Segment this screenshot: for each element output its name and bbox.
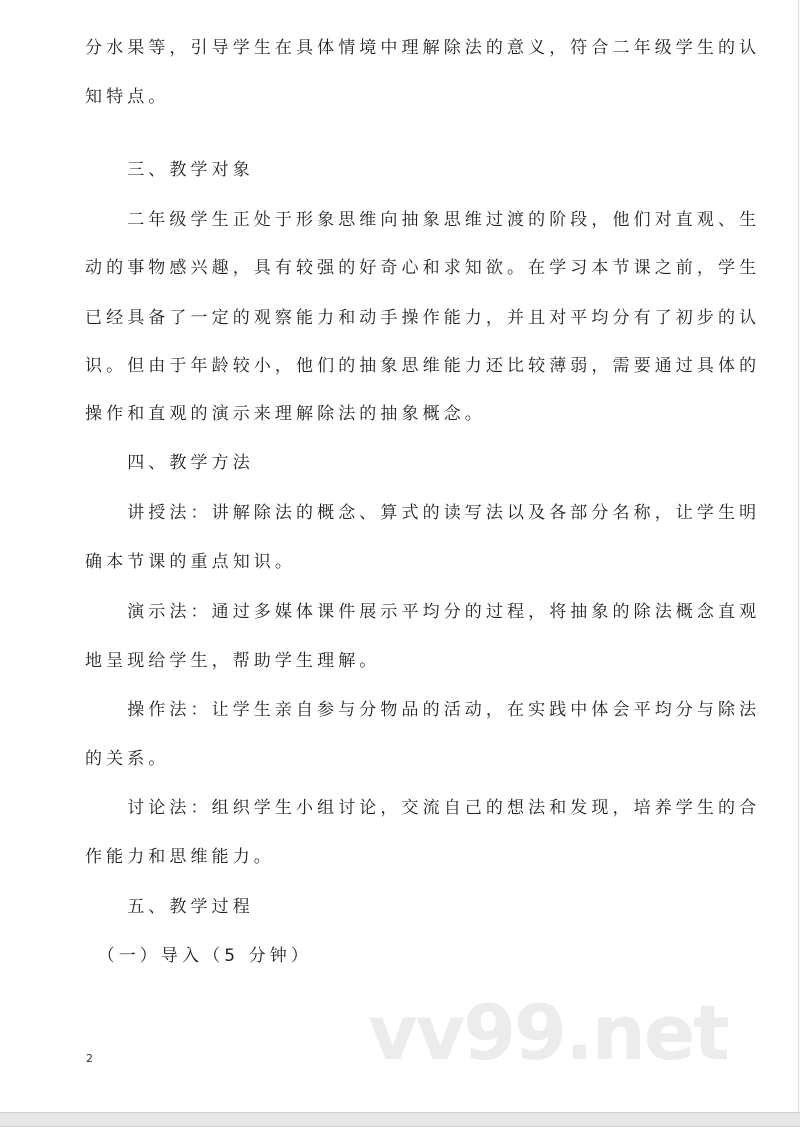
- text-line: 五、教学过程: [85, 897, 254, 917]
- text-line: 操作和直观的演示来理解除法的抽象概念。: [85, 404, 486, 424]
- text-line: 四、教学方法: [85, 453, 254, 473]
- text-line: 三、教学对象: [85, 160, 254, 180]
- text-line: 演示法：通过多媒体课件展示平均分的过程，将抽象的除法概念直观: [85, 602, 761, 622]
- text-line: 的关系。: [85, 749, 170, 769]
- text-line: 识。但由于年龄较小，他们的抽象思维能力还比较薄弱，需要通过具体的: [85, 356, 761, 376]
- text-line: 知特点。: [85, 87, 170, 107]
- text-line: 作能力和思维能力。: [85, 847, 275, 867]
- watermark: vv99.net: [368, 988, 728, 1077]
- text-line: 已经具备了一定的观察能力和动手操作能力，并且对平均分有了初步的认: [85, 308, 761, 328]
- page-separator: [0, 1112, 800, 1127]
- text-line: 地呈现给学生，帮助学生理解。: [85, 651, 381, 671]
- text-line: 分水果等，引导学生在具体情境中理解除法的意义，符合二年级学生的认: [85, 38, 761, 58]
- text-line: 动的事物感兴趣，具有较强的好奇心和求知欲。在学习本节课之前，学生: [85, 258, 761, 278]
- text-line: 操作法：让学生亲自参与分物品的活动，在实践中体会平均分与除法: [85, 700, 761, 720]
- text-line: 讲授法：讲解除法的概念、算式的读写法以及各部分名称，让学生明: [85, 503, 761, 523]
- text-line: 讨论法：组织学生小组讨论，交流自己的想法和发现，培养学生的合: [85, 798, 761, 818]
- text-line: （一）导入（5 分钟）: [85, 946, 312, 966]
- text-line: 二年级学生正处于形象思维向抽象思维过渡的阶段，他们对直观、生: [85, 210, 761, 230]
- page-number: 2: [86, 1052, 93, 1065]
- text-line: 确本节课的重点知识。: [85, 552, 296, 572]
